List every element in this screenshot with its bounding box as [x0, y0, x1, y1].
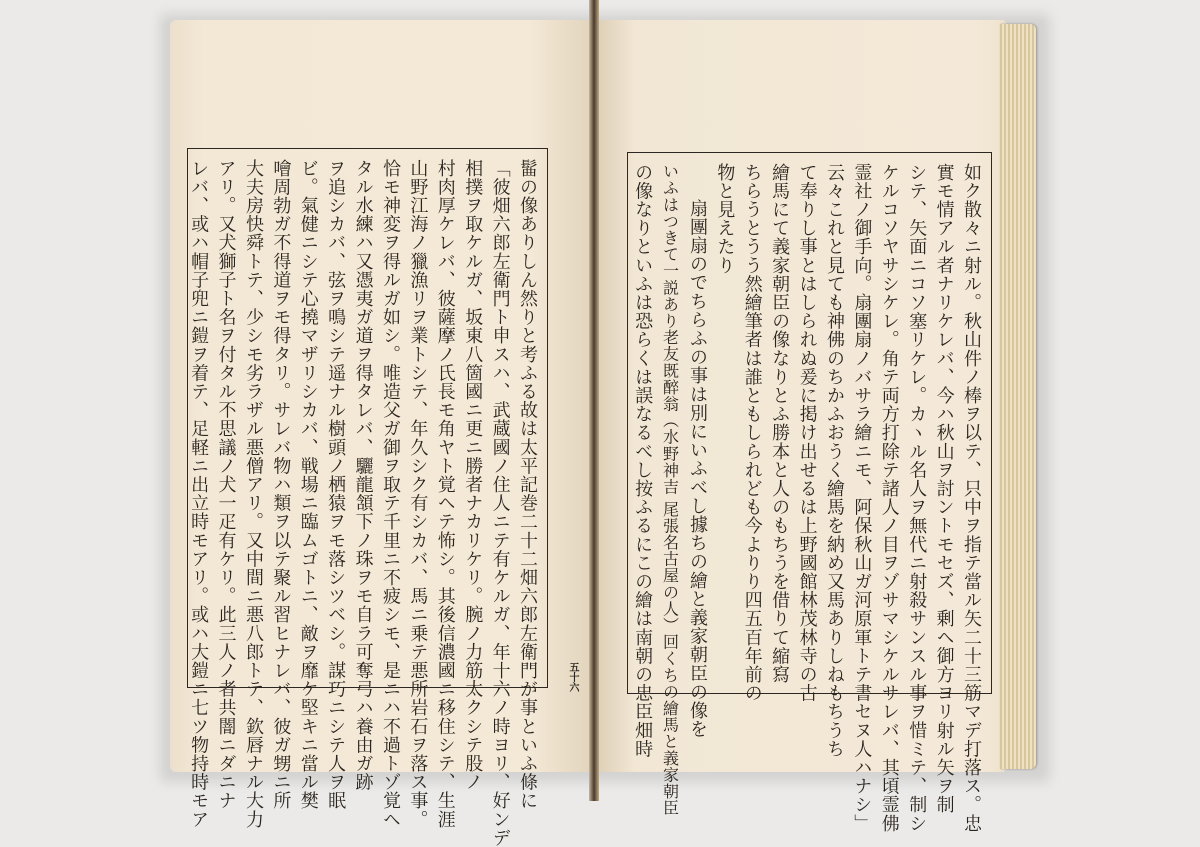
text-column: シテ、矢面ニコソ塞リケレ。カヽル名人ヲ無代ニ射殺サンスル事ヲ惜ミテ、制シ [906, 163, 928, 833]
text-column: の像なりといふは恐らくは誤なるべし按ふるにこの繪は南朝の忠臣畑時 [632, 163, 654, 759]
text-column: ヲ追シカバ、弦ヲ鳴シテ遥ナル樹頭ノ栖猿ヲモ落シツベシ。謀巧ニシテ人ヲ眠 [325, 159, 347, 810]
text-column: タル水練ハ又憑夷ガ道ヲ得タレバ、驪龍頷下ノ珠ヲモ自ラ可奪弓ハ養由ガ跡 [352, 159, 374, 792]
text-column: 云々これと見ても神佛のちかふおうく繪馬を納め又馬ありしねもちうち [823, 163, 845, 759]
text-column: 村肉厚ケレバ、彼薩摩ノ氏長モ角ヤト覚ヘテ怖シ。其後信濃國ニ移住シテ、生涯 [434, 159, 456, 829]
text-column: 繪馬にて義家朝臣の像なりとふ勝本と人のもちうを借りて縮寫 [769, 163, 791, 684]
book-spine [589, 0, 599, 801]
text-column: 髷の像ありしん然りと考ふる故は太平記巻二十二畑六郎左衛門が事といふ條に [517, 159, 538, 810]
text-column: ビ。氣健ニシテ心撓マザリシカバ、戦場ニ臨ムゴトニ、敵ヲ靡ケ堅キニ當ル樊 [297, 159, 319, 810]
text-column: アリ。又犬獅子ト名ヲ付タル不思議ノ犬一疋有ケリ。此三人ノ者共闇ニダニナ [215, 159, 237, 810]
left-text-block [185, 159, 541, 847]
right-page [594, 20, 1006, 833]
text-column: レバ、或ハ帽子兜ニ鎧ヲ着テ、足軽ニ出立時モアリ。或ハ大鎧ニ七ツ物持時モア [188, 159, 210, 829]
text-column: 恰モ神変ヲ得ルガ如シ。唯造父ガ御ヲ取テ千里ニ不疲シモ、是ニハ不過トゾ覚ヘ [379, 159, 401, 829]
left-text-frame [187, 148, 548, 847]
text-column: 實モ情アル者ナリケレバ、今ハ秋山ヲ討ントモセズ、剰ヘ御方ヨリ射ル矢ヲ制 [933, 163, 955, 814]
text-column: 相撲ヲ取ケルガ、坂東八箇國ニ更ニ勝者ナカリケリ。腕ノ力筋太クシテ股ノ [462, 159, 484, 792]
text-column: 噲周勃ガ不得道ヲモ得タリ。サレバ物ハ類ヲ以テ聚ル習ヒナレバ、彼ガ甥ニ所 [270, 159, 292, 810]
text-column: ちらうとうう然繪筆者は誰ともしられども今よりり四五百年前の [741, 163, 763, 703]
text-column: 如ク散々ニ射ル。秋山件ノ棒ヲ以テ、只中ヲ指テ當ル矢二十三筋マデ打落ス。忠 [961, 163, 982, 833]
text-column: て奉りし事とはしられぬ爰に掲け出せるは上野國館林茂林寺の古 [796, 163, 818, 703]
page-number: 五十六 [567, 662, 578, 692]
left-page [170, 20, 592, 847]
text-column: 「彼畑六郎左衛門ト申スハ、武蔵國ノ住人ニテ有ケルガ、年十六ノ時ヨリ、好ンデ [489, 159, 511, 847]
text-column: ケルコソヤサシケレ。角テ両方打除テ諸人ノ目ヲゾサマシケルサレバ、其頃霊佛 [878, 163, 900, 833]
text-column: 霊社ノ御手向。扇團扇ノバサラ繪ニモ、阿保秋山ガ河原軍トテ書セヌ人ハナシ」 [851, 163, 873, 833]
text-column: いふはつきて一説あり老友既醉翁（水野神吉 尾張名古屋の人）回くちの繪馬と義家朝臣 [660, 163, 680, 817]
text-column: 物と見えたり [714, 163, 736, 275]
text-column: 扇團扇のでちらふの事は別にいふべし據ちの繪と義家朝臣の像を [686, 199, 708, 739]
text-column: 大夫房快舜トテ、少シモ劣ラザル悪僧アリ。又中間ニ悪八郎トテ、欽唇ナル大力 [242, 159, 264, 829]
right-text-frame [627, 152, 992, 833]
page-edges [1000, 24, 1036, 769]
text-column: 山野江海ノ獵漁リヲ業トシテ、年久シク有シカバ、馬ニ乗テ悪所岩石ヲ落ス事。 [407, 159, 429, 829]
right-text-block [629, 163, 985, 833]
